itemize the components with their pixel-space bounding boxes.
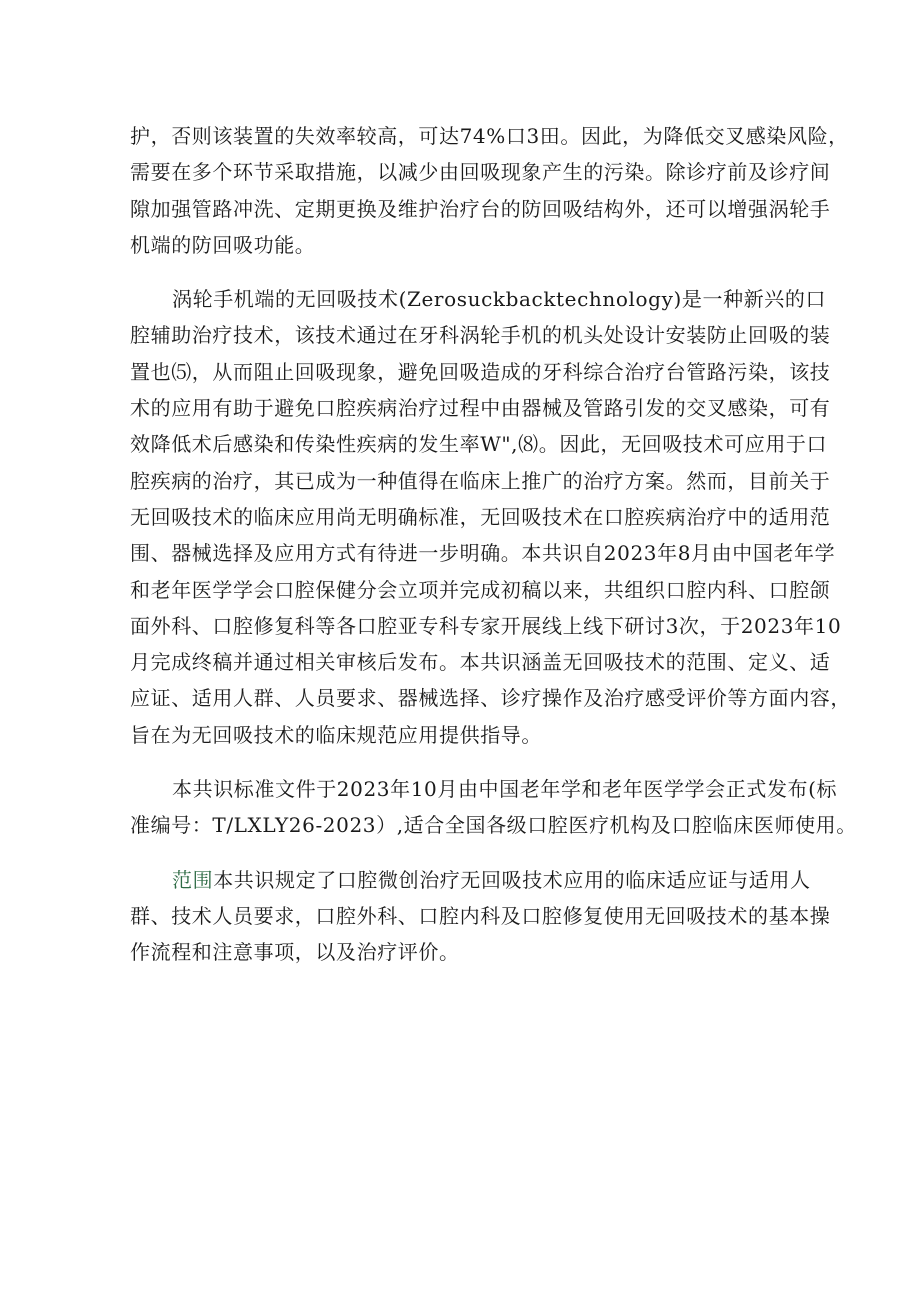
text-line xyxy=(130,862,810,898)
paragraph-gap xyxy=(130,263,810,281)
scope-heading: 范围 xyxy=(172,867,214,892)
paragraph-2 xyxy=(130,281,851,753)
text-line: 旨在为无回吸技术的临床规范应用提供指导。 xyxy=(130,722,542,747)
text-line: 群、技术人员要求，口腔外科、口腔内科及口腔修复使用无回吸技术的基本操 xyxy=(130,903,831,928)
document-page xyxy=(130,118,857,971)
text-line: 置也⑸，从而阻止回吸现象，避免回吸造成的牙科综合治疗台管路污染，该技 xyxy=(130,359,831,384)
text-line: 术的应用有助于避免口腔疾病治疗过程中由器械及管路引发的交叉感染，可有 xyxy=(130,396,831,421)
paragraph-4-scope xyxy=(130,862,831,971)
text-line: 面外科、口腔修复科等各口腔亚专科专家开展线上线下研讨3次，于2023年10 xyxy=(130,613,842,638)
text-line: 准编号：T/LXLY26-2023）,适合全国各级口腔医疗机构及口腔临床医师使用。 xyxy=(130,813,857,838)
paragraph-gap xyxy=(130,753,810,771)
text-line: 效降低术后感染和传染性疾病的发生率W",⑻。因此，无回吸技术可应用于口 xyxy=(130,432,828,457)
text-line: 本共识标准文件于2023年10月由中国老年学和老年医学学会正式发布(标 xyxy=(172,777,838,802)
text-line: 和老年医学学会口腔保健分会立项并完成初稿以来，共组织口腔内科、口腔颌 xyxy=(130,577,831,602)
text-line: 护，否则该装置的失效率较高，可达74%口3田。因此，为降低交叉感染风险， xyxy=(130,124,849,148)
paragraph-gap xyxy=(130,844,810,862)
text-line: 需要在多个环节采取措施，以减少由回吸现象产生的污染。除诊疗前及诊疗间 xyxy=(130,160,831,185)
text-line: 应证、适用人群、人员要求、器械选择、诊疗操作及治疗感受评价等方面内容， xyxy=(130,686,851,711)
text-line: 月完成终稿并通过相关审核后发布。本共识涵盖无回吸技术的范围、定义、适 xyxy=(130,650,831,675)
text-line: 腔辅助治疗技术，该技术通过在牙科涡轮手机的机头处设计安装防止回吸的装 xyxy=(130,323,831,348)
text-line: 涡轮手机端的无回吸技术(Zerosuckbacktechnology)是一种新兴的口 xyxy=(172,287,827,312)
text-line: 隙加强管路冲洗、定期更换及维护治疗台的防回吸结构外，还可以增强涡轮手 xyxy=(130,196,831,221)
text-line: 围、器械选择及应用方式有待进一步明确。本共识自2023年8月由中国老年学 xyxy=(130,541,836,566)
paragraph-1 xyxy=(130,118,849,263)
scope-first-line: 本共识规定了口腔微创治疗无回吸技术应用的临床适应证与适用人 xyxy=(213,867,811,892)
text-line: 腔疾病的治疗，其已成为一种值得在临床上推广的治疗方案。然而，目前关于 xyxy=(130,468,831,493)
text-line: 机端的防回吸功能。 xyxy=(130,232,316,257)
paragraph-3 xyxy=(130,771,857,844)
text-line: 作流程和注意事项，以及治疗评价。 xyxy=(130,940,460,965)
text-line: 无回吸技术的临床应用尚无明确标准，无回吸技术在口腔疾病治疗中的适用范 xyxy=(130,504,831,529)
